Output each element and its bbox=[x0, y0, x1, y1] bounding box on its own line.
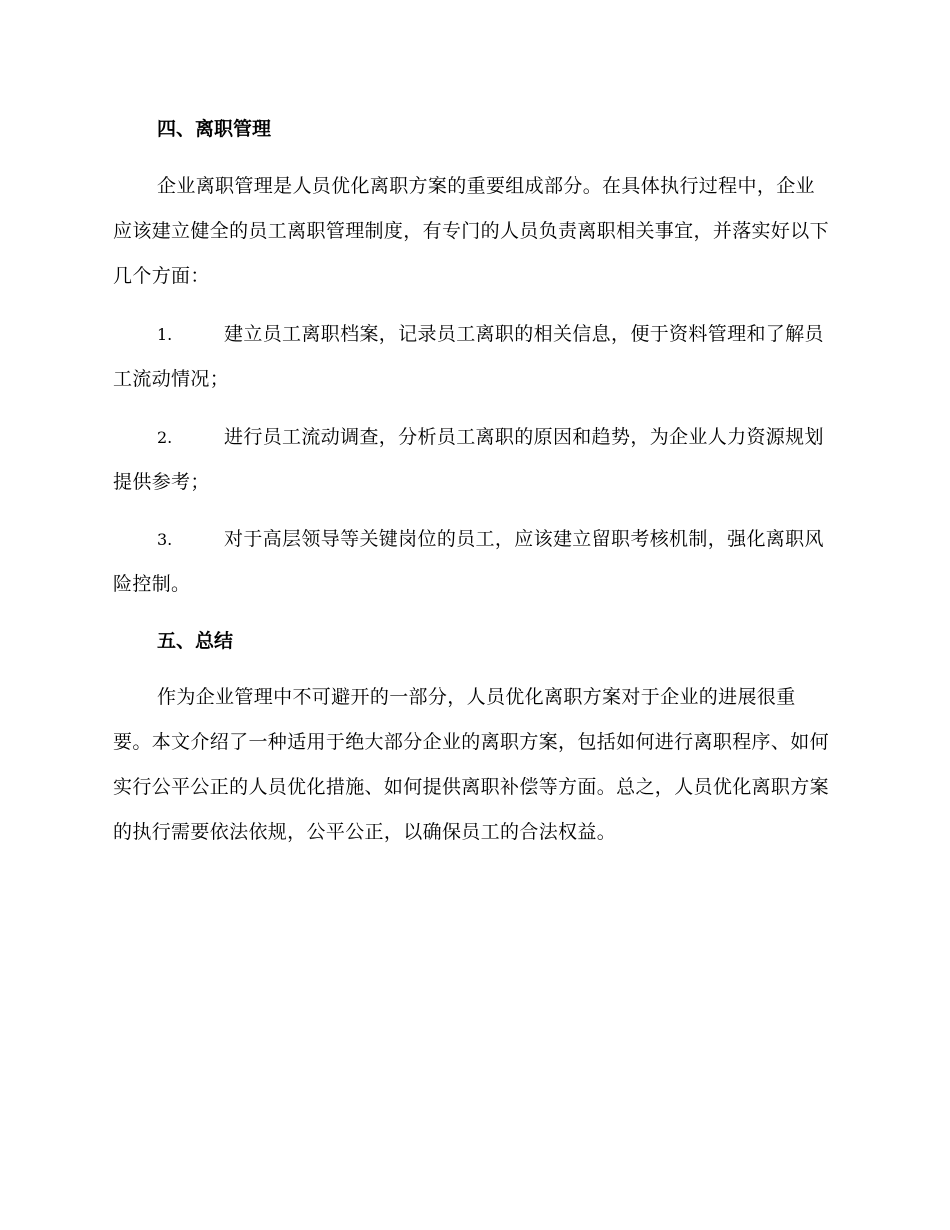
section-heading-resignation-management: 四、离职管理 bbox=[157, 118, 272, 140]
list-item-text: 对于高层领导等关键岗位的员工，应该建立留职考核机制，强化离职风险控制。 bbox=[113, 528, 824, 595]
section-heading-summary: 五、总结 bbox=[157, 630, 234, 652]
list-item-text: 建立员工离职档案，记录员工离职的相关信息，便于资料管理和了解员工流动情况； bbox=[113, 323, 824, 390]
list-item-number: 2. bbox=[157, 428, 173, 447]
resignation-management-intro-paragraph: 企业离职管理是人员优化离职方案的重要组成部分。在具体执行过程中，企业应该建立健全的员工离职管理制度，有专门的人员负责离职相关事宜，并落实好以下几个方面： bbox=[113, 175, 829, 287]
list-item-number: 1. bbox=[157, 325, 173, 344]
list-item-number: 3. bbox=[157, 530, 173, 549]
summary-paragraph: 作为企业管理中不可避开的一部分，人员优化离职方案对于企业的进展很重要。本文介绍了一种适用于绝大部分企业的离职方案，包括如何进行离职程序、如何实行公平公正的人员优化措施、如何提供离职补偿等方面。总之，人员优化离职方案的执行需要依法依规，公平公正，以确保员工的合法权益。 bbox=[113, 686, 829, 843]
list-item-text: 进行员工流动调查，分析员工离职的原因和趋势，为企业人力资源规划提供参考； bbox=[113, 426, 824, 493]
